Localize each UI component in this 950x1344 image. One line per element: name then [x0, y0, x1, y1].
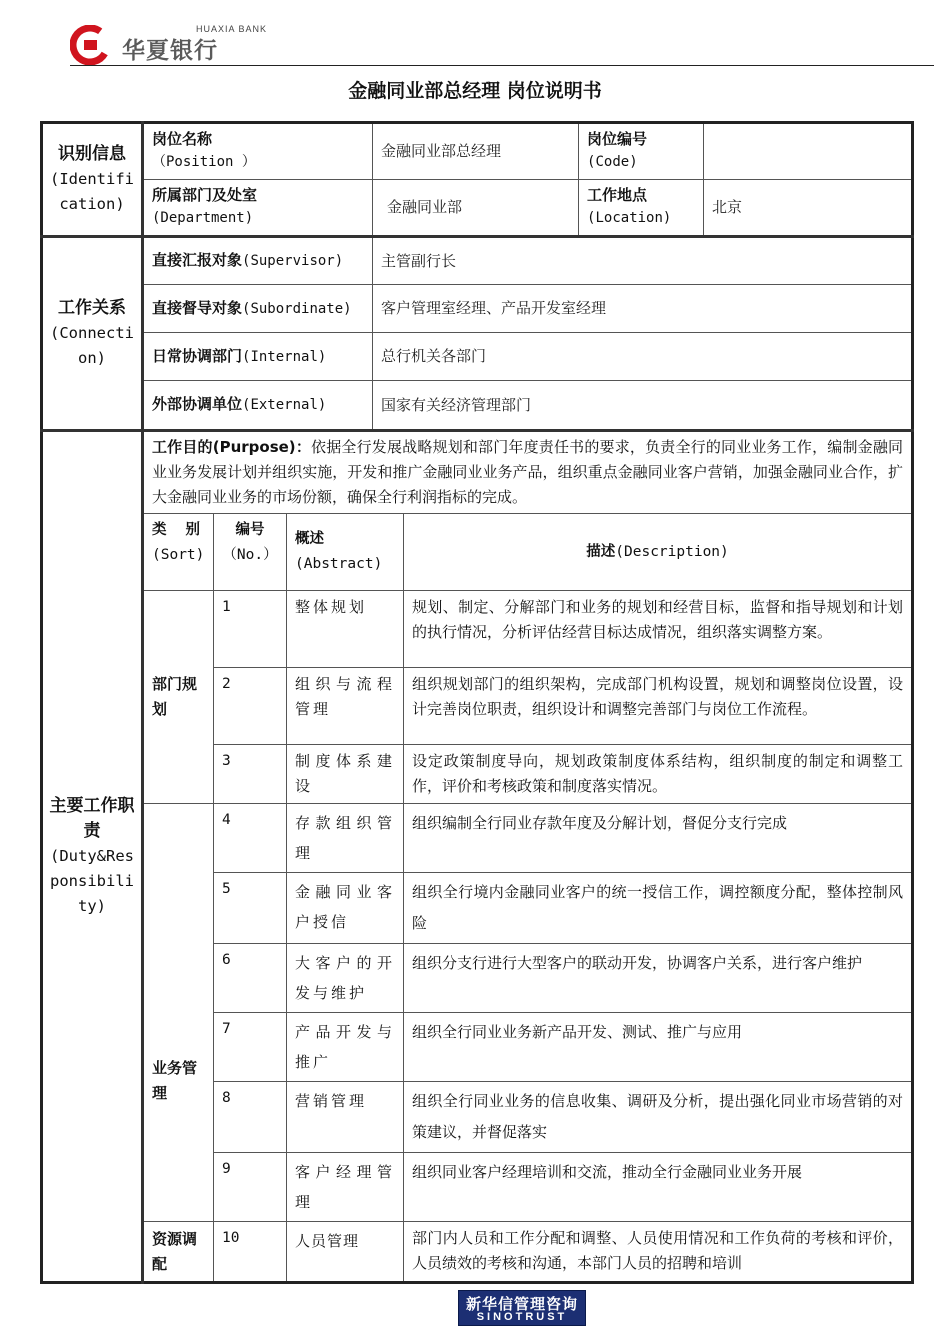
duty-no: 8 [214, 1082, 287, 1153]
duty-no: 4 [214, 804, 287, 873]
supervisor-value: 主管副行长 [373, 237, 913, 285]
footer-logo-cn: 新华信管理咨询 [465, 1295, 578, 1313]
connection-section-label: 工作关系 (Connection) [42, 237, 143, 431]
col-description-header: 描述(Description) [404, 514, 913, 591]
position-label: 岗位名称 （Position ） [143, 123, 373, 180]
external-label: 外部协调单位(External) [143, 381, 373, 431]
col-abstract-header: 概述 (Abstract) [287, 514, 404, 591]
duty-no: 10 [214, 1222, 287, 1283]
supervisor-label: 直接汇报对象(Supervisor) [143, 237, 373, 285]
bank-name-en: HUAXIA BANK [196, 24, 268, 34]
duty-abstract: 金融同业客户授信 [287, 873, 404, 944]
duty-description: 组织同业客户经理培训和交流，推动全行金融同业业务开展 [404, 1153, 913, 1222]
external-value: 国家有关经济管理部门 [373, 381, 913, 431]
subordinate-label: 直接督导对象(Subordinate) [143, 285, 373, 333]
duty-abstract: 存款组织管理 [287, 804, 404, 873]
duty-section-label: 主要工作职责 (Duty&Responsibility) [42, 431, 143, 1283]
duty-abstract: 组织与流程管理 [287, 668, 404, 745]
job-description-table [40, 121, 914, 1284]
duty-no: 6 [214, 944, 287, 1013]
duty-description: 设定政策制度导向，规划政策制度体系结构，组织制度的制定和调整工作，评价和考核政策和制度落实情况。 [404, 745, 913, 804]
page-header [70, 20, 934, 64]
sinotrust-logo [458, 1290, 586, 1326]
duty-description: 组织编制全行同业存款年度及分解计划，督促分支行完成 [404, 804, 913, 873]
department-value: 金融同业部 [373, 180, 579, 237]
duty-no: 3 [214, 745, 287, 804]
identification-section-label: 识别信息 (Identification) [42, 123, 143, 237]
purpose-text: 工作目的(Purpose)：依据全行发展战略规划和部门年度责任书的要求，负责全行的同业业务工作，编制金融同业业务发展计划并组织实施，开发和推广金融同业业务产品，组织重点金融同业客户营销，加强金融同业合作，扩大金融同业业务的市场份额，确保全行利润指标的完成。 [143, 431, 913, 514]
code-label: 岗位编号 (Code) [579, 123, 704, 180]
duty-abstract: 整体规划 [287, 591, 404, 668]
category-business-mgmt: 业务管理 [143, 804, 214, 1222]
duty-abstract: 制度体系建设 [287, 745, 404, 804]
location-label: 工作地点 (Location) [579, 180, 704, 237]
duty-description: 部门内人员和工作分配和调整、人员使用情况和工作负荷的考核和评价，人员绩效的考核和沟通，本部门人员的招聘和培训 [404, 1222, 913, 1283]
duty-no: 1 [214, 591, 287, 668]
duty-no: 5 [214, 873, 287, 944]
duty-description: 组织规划部门的组织架构，完成部门机构设置，规划和调整岗位设置，设计完善岗位职责，组织设计和调整完善部门与岗位工作流程。 [404, 668, 913, 745]
duty-abstract: 营销管理 [287, 1082, 404, 1153]
huaxia-bank-logo-icon [70, 25, 110, 65]
duty-description: 组织分支行进行大型客户的联动开发，协调客户关系，进行客户维护 [404, 944, 913, 1013]
internal-label: 日常协调部门(Internal) [143, 333, 373, 381]
bank-name-cn: 华夏银行 [122, 38, 218, 64]
header-divider [70, 65, 934, 66]
duty-description: 组织全行同业业务的信息收集、调研及分析，提出强化同业市场营销的对策建议，并督促落实 [404, 1082, 913, 1153]
duty-description: 规划、制定、分解部门和业务的规划和经营目标，监督和指导规划和计划的执行情况，分析评估经营目标达成情况，组织落实调整方案。 [404, 591, 913, 668]
department-label: 所属部门及处室 (Department) [143, 180, 373, 237]
category-dept-planning: 部门规划 [143, 591, 214, 804]
duty-no: 9 [214, 1153, 287, 1222]
col-sort-header: 类 别 (Sort) [143, 514, 214, 591]
code-value [704, 123, 913, 180]
duty-abstract: 人员管理 [287, 1222, 404, 1283]
duty-description: 组织全行同业业务新产品开发、测试、推广与应用 [404, 1013, 913, 1082]
duty-abstract: 产品开发与推广 [287, 1013, 404, 1082]
duty-description: 组织全行境内金融同业客户的统一授信工作，调控额度分配，整体控制风险 [404, 873, 913, 944]
location-value: 北京 [704, 180, 913, 237]
footer-logo-en: SINOTRUST [476, 1311, 568, 1323]
internal-value: 总行机关各部门 [373, 333, 913, 381]
subordinate-value: 客户管理室经理、产品开发室经理 [373, 285, 913, 333]
position-value: 金融同业部总经理 [373, 123, 579, 180]
duty-no: 7 [214, 1013, 287, 1082]
duty-no: 2 [214, 668, 287, 745]
document-title: 金融同业部总经理 岗位说明书 [348, 80, 602, 102]
duty-abstract: 客户经理管理 [287, 1153, 404, 1222]
category-resource-allocation: 资源调配 [143, 1222, 214, 1283]
duty-abstract: 大客户的开发与维护 [287, 944, 404, 1013]
col-no-header: 编号 （No.） [214, 514, 287, 591]
